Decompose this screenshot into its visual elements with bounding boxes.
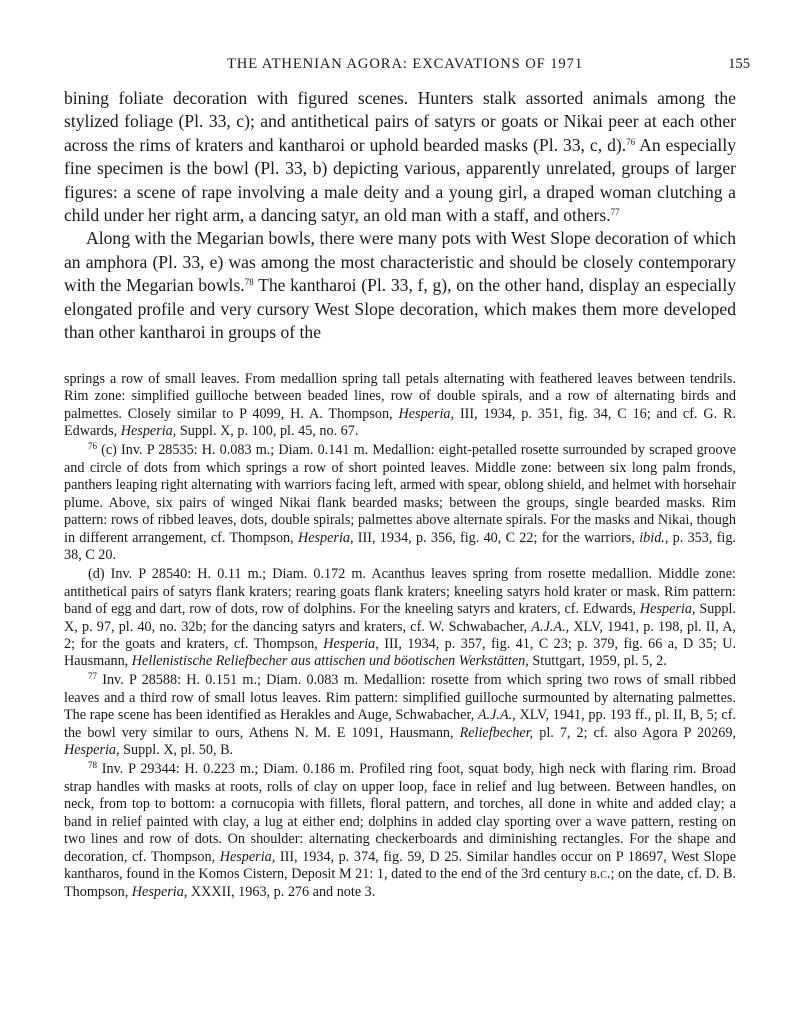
footnote-77: $^{77}$ Inv. P 28588: H. 0.151 m.; Diam. 0.083 m. Medallion: rosette from which spring two rows of small ribbed leaves and a third row of small lotus leaves. Rim pattern: simplified guilloche surmounted by alternating palmettes. The rape scene has been identified as Herakles and Auge, Schwabacher, A.J.A., XLV, 1941, pp. 193 ff., pl. II, B, 5; cf. the bowl very similar to ours, Athens N. M. E 1091, Hausmann, Reliefbecher, pl. 7, 2; cf. also Agora P 20269, Hesperia, Suppl. X, pl. 50, B. xyxy=(64,671,736,759)
running-header xyxy=(60,56,750,80)
footnote-number: 76 xyxy=(88,441,97,452)
footnote-number: 77 xyxy=(88,671,97,682)
footnotes xyxy=(64,371,736,903)
footnote-ref[interactable]: 78 xyxy=(244,277,254,288)
footnote-76d: (d) Inv. P 28540: H. 0.11 m.; Diam. 0.172 m. Acanthus leaves spring from rosette medallion. Middle zone: antithetical pairs of satyrs flank kraters; rearing goats flank kraters; kneeling satyrs hold krater or mask. Rim pattern: band of egg and dart, row of dots, row of dolphins. For the kneeling satyrs and kraters, cf. Edwards, Hesperia, Suppl. X, p. 97, pl. 40, no. 32b; for the dancing satyrs and kraters, cf. W. Schwabacher, A.J.A., XLV, 1941, p. 198, pl. II, A, 2; for the goats and kraters, cf. Thompson, Hesperia, III, 1934, p. 357, fig. 41, C 23; p. 379, fig. 66 a, D 35; U. Hausmann, Hellenistische Reliefbecher aus attischen und böotischen Werkstätten, Stuttgart, 1959, pl. 5, 2. xyxy=(64,566,736,670)
page-number: 155 xyxy=(728,56,750,72)
footnote-ref[interactable]: 76 xyxy=(626,136,636,147)
footnote-76: $^{76}$ (c) Inv. P 28535: H. 0.083 m.; Diam. 0.141 m. Medallion: eight-petalled rosette surrounded by scraped groove and circle of dots from which springs a row of short pointed leaves. Middle zone: between six long palm fronds, panthers leaping right alternating with warriors facing left, armed with spear, oblong shield, and helmet with horsehair plume. Above, six pairs of winged Nikai flank bearded masks; between the groups, single bearded masks. Rim pattern: rows of ribbed leaves, dots, double spirals; palmettes above alternate spirals. For the masks and Nikai, though in different arrangement, cf. Thompson, Hesperia, III, 1934, p. 356, fig. 40, C 22; for the warriors, ibid., p. 353, fig. 38, C 20. xyxy=(64,441,736,564)
footnote-number: 78 xyxy=(88,760,97,771)
paragraph: Along with the Megarian bowls, there were many pots with West Slope decoration of which an amphora (Pl. 33, e) was among the most characteristic and should be closely contemporary with the Megarian bowls.$^{78}$ The kantharoi (Pl. 33, f, g), on the other hand, display an especially elongated profile and very cursory West Slope decoration, which makes them more developed than other kantharoi in groups of the xyxy=(64,228,737,343)
footnote-78: $^{78}$ Inv. P 29344: H. 0.223 m.; Diam. 0.186 m. Profiled ring foot, squat body, high neck with flaring rim. Broad strap handles with masks at roots, rolls of clay on upper loop, face in relief and lug between. Between handles, on neck, from top to bottom: a cornucopia with fillets, floral pattern, and torches, all done in white and added clay; a band in relief painted with clay, a lug at either end; dolphins in added clay sporting over a wave pattern, resting on two lines and row of dots. On shoulder: alternating checkerboards and diminishing rectangles. For the shape and decoration, cf. Thompson, Hesperia, III, 1934, p. 374, fig. 59, D 25. Similar handles occur on P 18697, West Slope kantharos, found in the Komos Cistern, Deposit M 21: 1, dated to the end of the 3rd century b.c.; on the date, cf. D. B. Thompson, Hesperia, XXXII, 1963, p. 276 and note 3. xyxy=(64,760,736,900)
running-title: THE ATHENIAN AGORA: EXCAVATIONS OF 1971 xyxy=(226,56,584,72)
footnote-continuation: springs a row of small leaves. From medallion spring tall petals alternating with feathered leaves between tendrils. Rim zone: simplified guilloche between beaded lines, row of double spirals, and a row of alternating birds and palmettes. Closely similar to P 4099, H. A. Thompson, Hesperia, III, 1934, p. 351, fig. 34, C 16; and cf. G. R. Edwards, Hesperia, Suppl. X, p. 100, pl. 45, no. 67. xyxy=(64,371,736,440)
paragraph: bining foliate decoration with figured scenes. Hunters stalk assorted animals among the stylized foliage (Pl. 33, c); and antithetical pairs of satyrs or goats or Nikai peer at each other across the rims of kraters and kantharoi or uphold bearded masks (Pl. 33, c, d).$^{76}$ An especially fine specimen is the bowl (Pl. 33, b) depicting various, apparently unrelated, groups of larger figures: a scene of rape involving a male deity and a young girl, a draped woman clutching a child under her right arm, a dancing satyr, an old man with a staff, and others.$^{77}$ xyxy=(64,88,736,226)
main-text xyxy=(64,87,736,344)
footnote-ref[interactable]: 77 xyxy=(610,207,620,218)
